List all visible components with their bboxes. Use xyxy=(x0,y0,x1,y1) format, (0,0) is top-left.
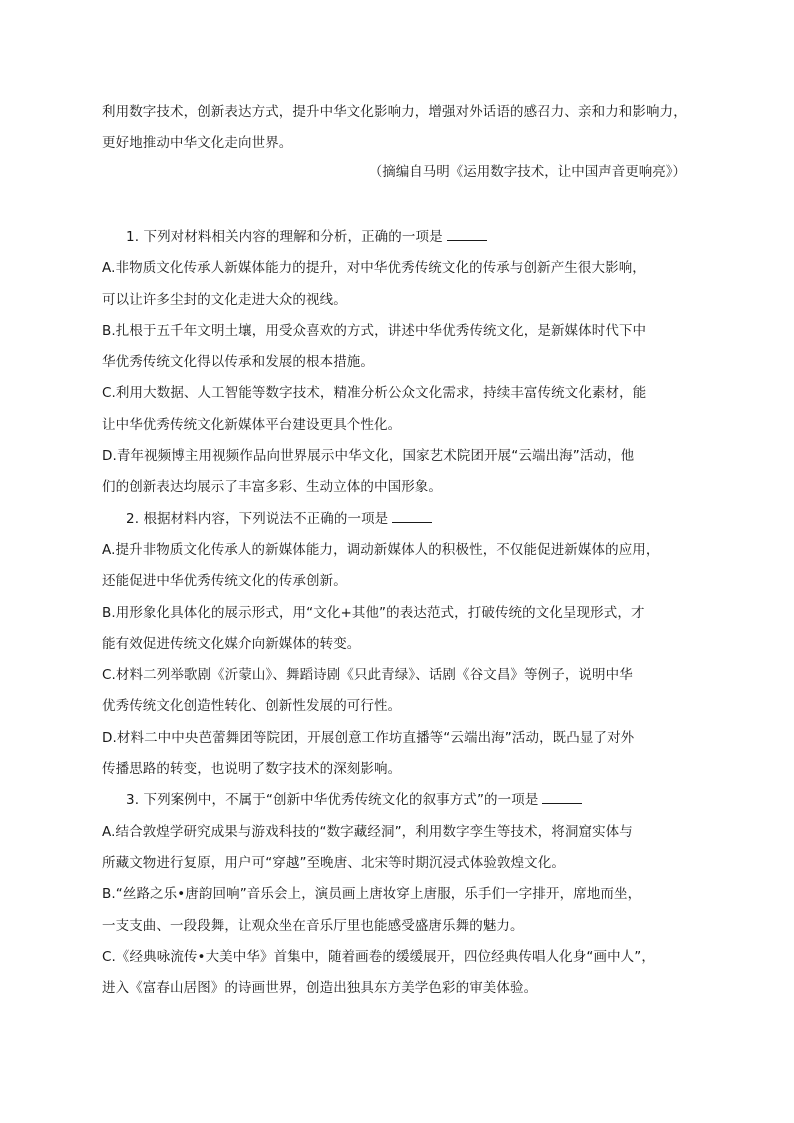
question-1-option-c-cont: 让中华优秀传统文化新媒体平台建设更具个性化。 xyxy=(102,416,402,433)
intro-line: 利用数字技术，创新表达方式，提升中华文化影响力，增强对外话语的感召力、亲和力和影响力， xyxy=(102,104,687,120)
question-1-option-b: B.扎根于五千年文明土壤，用受众喜欢的方式，讲述中华优秀传统文化，是新媒体时代下中 xyxy=(102,322,647,339)
question-3-option-a-cont: 所藏文物进行复原，用户可“穿越”至晚唐、北宋等时期沉浸式体验敦煌文化。 xyxy=(102,854,565,871)
question-2-option-a: A.提升非物质文化传承人的新媒体能力，调动新媒体人的积极性，不仅能促进新媒体的应用， xyxy=(102,541,660,558)
answer-blank[interactable] xyxy=(542,789,582,804)
question-1-option-d: D.青年视频博主用视频作品向世界展示中华文化，国家艺术院团开展“云端出海”活动，他 xyxy=(102,448,635,465)
questions-section xyxy=(102,222,706,1004)
question-2-option-d-cont: 传播思路的转变，也说明了数字技术的深刻影响。 xyxy=(102,761,402,778)
question-2-option-b-cont: 能有效促进传统文化媒介向新媒体的转变。 xyxy=(102,635,361,652)
question-2-option-a-cont: 还能促进中华优秀传统文化的传承创新。 xyxy=(102,573,347,590)
question-1-option-d-cont: 们的创新表达均展示了丰富多彩、生动立体的中国形象。 xyxy=(102,479,442,496)
question-2-option-c-cont: 优秀传统文化创造性转化、创新性发展的可行性。 xyxy=(102,698,402,715)
question-3-option-c: C.《经典咏流传•大美中华》首集中，随着画卷的缓缓展开，四位经典传唱人化身“画中人”， xyxy=(102,948,655,965)
question-1-option-a-cont: 可以让许多尘封的文化走进大众的视线。 xyxy=(102,291,347,308)
question-1-option-a: A.非物质文化传承人新媒体能力的提升，对中华优秀传统文化的传承与创新产生很大影响， xyxy=(102,260,646,277)
source-citation: （摘编自马明《运用数字技术，让中国声音更响亮》） xyxy=(368,164,686,180)
question-3-stem: 3. 下列案例中，不属于“创新中华优秀传统文化的叙事方式”的一项是 xyxy=(126,785,706,816)
question-1-stem: 1. 下列对材料相关内容的理解和分析，正确的一项是 xyxy=(126,222,706,253)
question-3-option-a: A.结合敦煌学研究成果与游戏科技的“数字藏经洞”，利用数字孪生等技术，将洞窟实体与 xyxy=(102,823,633,840)
question-1-option-b-cont: 华优秀传统文化得以传承和发展的根本措施。 xyxy=(102,354,374,371)
answer-blank[interactable] xyxy=(447,226,487,241)
question-2-option-c: C.材料二列举歌剧《沂蒙山》、舞蹈诗剧《只此青绿》、话剧《谷文昌》等例子，说明中华 xyxy=(102,667,633,684)
intro-paragraph xyxy=(102,97,702,160)
question-3-option-b-cont: 一支支曲、一段段舞，让观众坐在音乐厅里也能感受盛唐乐舞的魅力。 xyxy=(102,917,524,934)
answer-blank[interactable] xyxy=(392,508,432,523)
question-3-option-b: B.“丝路之乐•唐韵回响”音乐会上，演员画上唐妆穿上唐服，乐手们一字排开，席地而坐， xyxy=(102,886,642,903)
question-1-option-c: C.利用大数据、人工智能等数字技术，精准分析公众文化需求，持续丰富传统文化素材，能 xyxy=(102,385,647,402)
question-2-option-b: B.用形象化具体化的展示形式，用“文化+其他”的表达范式，打破传统的文化呈现形式，才 xyxy=(102,604,645,621)
intro-line: 更好地推动中华文化走向世界。 xyxy=(102,135,293,152)
question-3-option-c-cont: 进入《富春山居图》的诗画世界，创造出独具东方美学色彩的审美体验。 xyxy=(102,980,538,997)
question-2-option-d: D.材料二中中央芭蕾舞团等院团，开展创意工作坊直播等“云端出海”活动，既凸显了对外 xyxy=(102,729,635,746)
question-2-stem: 2. 根据材料内容，下列说法不正确的一项是 xyxy=(126,504,706,535)
